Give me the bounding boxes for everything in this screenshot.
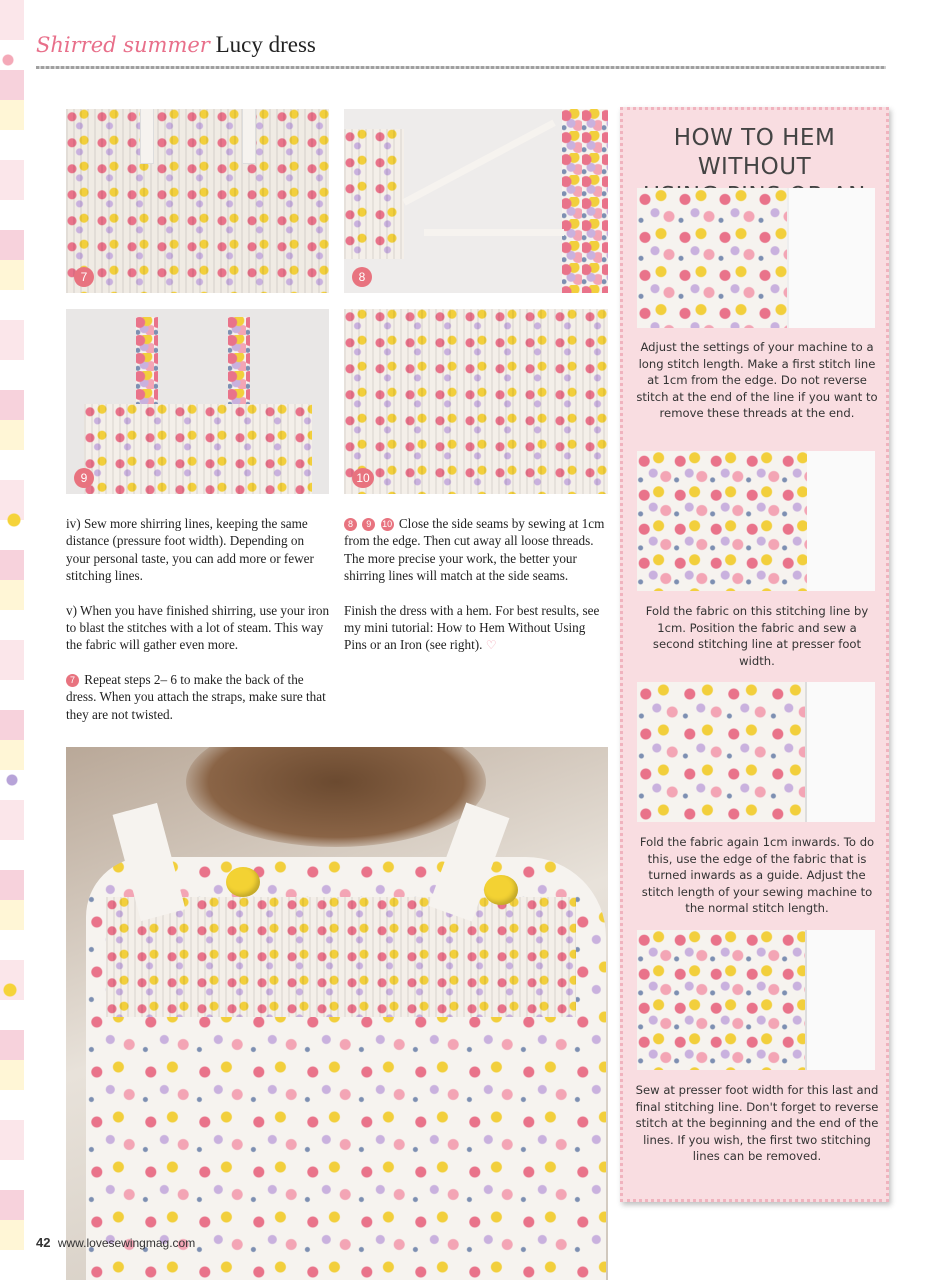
footer-url: www.lovesewingmag.com — [57, 1236, 196, 1250]
step-number-badge: 8 — [352, 267, 372, 287]
finished-dress-photo — [66, 747, 608, 1280]
body-paragraph: Finish the dress with a hem. For best results, see my mini tutorial: How to Hem Without Using Pins or an Iron (see right). ♡ — [344, 602, 600, 653]
hem-step-photo-1 — [637, 188, 875, 328]
step-number-badge: 7 — [74, 267, 94, 287]
hem-step-photo-3 — [637, 682, 875, 822]
hem-step-text-2: Fold the fabric on this stitching line by 1cm. Position the fabric and sew a second stitching line at presser foot width. — [645, 604, 869, 668]
header-divider — [36, 66, 886, 69]
step-photo-9 — [66, 309, 329, 494]
header-script-title: Shirred summer — [36, 33, 210, 57]
decorative-fabric-strip — [0, 0, 24, 1280]
step-number-badge: 7 — [66, 674, 79, 687]
step-number-badge: 8 — [344, 518, 357, 531]
hem-tutorial-sidebar — [620, 107, 889, 1202]
step-number-badge: 10 — [352, 468, 374, 488]
header-title: Lucy dress — [215, 32, 316, 57]
step-number-badge: 9 — [362, 518, 375, 531]
page-footer — [36, 1235, 195, 1250]
page-number: 42 — [36, 1235, 51, 1250]
body-paragraph: 8 9 10 Close the side seams by sewing at 1cm from the edge. Then cut away all loose threads. The more precise your work, the better your shirring lines will match at the side seams. — [344, 516, 605, 584]
body-paragraph: 7 Repeat steps 2– 6 to make the back of the dress. When you attach the straps, make sure that they are not twisted. — [66, 671, 326, 722]
heart-icon: ♡ — [485, 638, 497, 653]
sidebar-title: HOW TO HEM WITHOUT — [673, 125, 836, 180]
hem-step-photo-2 — [637, 451, 875, 591]
body-paragraph: v) When you have finished shirring, use your iron to blast the stitches with a lot of steam. This way the fabric will gather even more. — [66, 602, 330, 653]
step-photo-7 — [66, 109, 329, 293]
page-header — [36, 32, 316, 58]
step-number-badge: 9 — [74, 468, 94, 488]
hem-step-text-4: Sew at presser foot width for this last and final stitching line. Don't forget to reverse stitch at the beginning and the end of the lines. If you wish, the first two stitching lines can be removed. — [635, 1083, 879, 1164]
body-column-right — [344, 515, 606, 672]
body-column-left — [66, 515, 330, 740]
body-paragraph: iv) Sew more shirring lines, keeping the same distance (pressure foot width). Depending on your personal taste, you can add more or fewer stitching lines. — [66, 516, 314, 584]
step-number-badge: 10 — [381, 518, 394, 531]
hem-step-text-3: Fold the fabric again 1cm inwards. To do this, use the edge of the fabric that is turned inwards as a guide. Adjust the stitch length of your sewing machine to the normal stitch length. — [639, 835, 875, 916]
hem-step-text-1: Adjust the settings of your machine to a long stitch length. Make a first stitch line at 1cm from the edge. Do not reverse stitch at the end of the line if you want to remove these threads at the end. — [636, 340, 878, 421]
step-photo-8 — [344, 109, 608, 293]
step-photo-10 — [344, 309, 608, 494]
hem-step-photo-4 — [637, 930, 875, 1070]
